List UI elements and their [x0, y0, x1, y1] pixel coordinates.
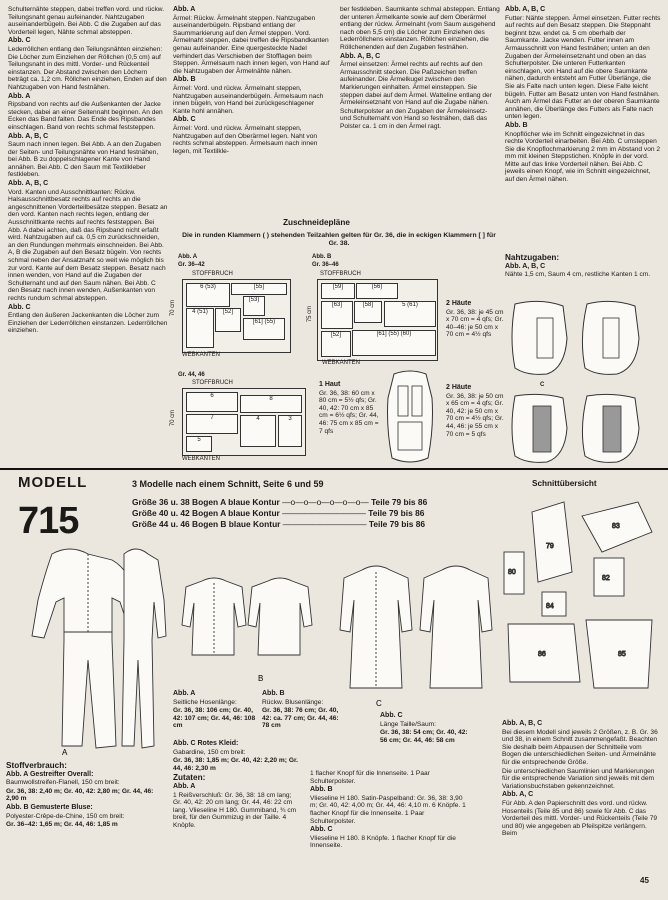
size-text: Größe 44 u. 46 Bogen B blaue Kontur — [132, 519, 281, 529]
svg-text:85: 85 — [618, 651, 626, 658]
schnitt-title: Schnittübersicht — [532, 479, 597, 488]
width-label: 75 cm — [307, 305, 314, 323]
pattern-piece: 6 — [186, 392, 238, 412]
fabric-c-and-notions — [173, 740, 299, 831]
paragraph: Gabardine, 150 cm breit: — [173, 748, 246, 756]
two-hides-figure — [507, 298, 647, 378]
webkanten-label: WEBKANTEN — [182, 352, 221, 358]
paragraph: Knopflöcher wie im Schnitt eingezeichnet in das rechte Vorderteil einarbeiten. Bei Abb. C umsteppen Sie die Knopflochmarkierung 2 mm im Abstand von 2 mm mit kleinen Steppstichen. Knöpfe in der vord. Mitte auf das linke Vorderteil nähen. Bei Abb. C jeweils einen Knopf, wie im Schnitt eingezeichnet, auf den Ärmel nähen. — [505, 130, 661, 184]
paragraph: Die unterschiedlichen Saumlinien und Markierungen für die entsprechende Variation sind jeweils mit dem Variationsbuchstaben gekennzeichnet. — [502, 767, 655, 790]
paragraph: 1 flacher Knopf für die Innenseite. 1 Paar Schulterpolster. — [310, 770, 430, 785]
paragraph: Schulternähte steppen, dabei treffen vord. und rückw. Teilungsnaht genau aufeinander. Nahtzugaben auseinanderbügeln. Bei Abb. C die Zugaben auf das Vorderteil legen, Nähte schmal absteppen. — [8, 6, 165, 36]
paragraph: Ärmel einsetzen: Ärmel rechts auf rechts auf den Armausschnitt stecken. Die Paßzeichen treffen aufeinander. Die Ärmelkugel zwischen den Markierungen einhalten. Ärmel einsteppen. Sie steppen dabei auf dem Ärmel. Watteline entlang der Ärmeleinsetznaht von Hand auf die Zugabe nähen. — [340, 61, 492, 107]
size-text: Größe 40 u. 42 Bogen A blaue Kontur — [132, 508, 280, 518]
abb-b-label: Abb. B — [312, 254, 332, 260]
size-row-1: Größe 36 u. 38 Bogen A blaue Kontur —o—o—o—o—o—o— Teile 79 bis 86 — [132, 497, 428, 507]
size-text: Größe 36 u. 38 Bogen A blaue Kontur — [132, 497, 280, 507]
section-divider — [0, 468, 668, 470]
paragraph: Vlieseline H 180. 8 Knöpfe. 1 flacher Knopf für die Innenseite. — [310, 834, 456, 850]
haeute-info — [446, 300, 506, 340]
heading: Abb. B Gemusterte Bluse: — [6, 803, 93, 811]
cutting-layout-b — [317, 279, 438, 361]
stoffbruch-label: STOFFBRUCH — [320, 271, 361, 277]
haut-sizes: Gr. 36, 38: 60 cm x 80 cm = 5½ qfs; Gr. 40, 42: 70 cm x 85 cm = 6½ qfs; Gr. 44, 46: 75 cm x 85 cm = 7 qfs — [319, 389, 379, 435]
heading: Abb. A, B, C — [340, 52, 381, 60]
column-2 — [173, 6, 333, 156]
pattern-piece: 5 — [186, 436, 212, 452]
heading: Abb. A Gestreifter Overall: — [6, 770, 94, 778]
pattern-piece: 3 — [278, 415, 302, 447]
paragraph: Polyester-Crêpe-de-Chine, 150 cm breit: — [6, 812, 125, 820]
svg-text:80: 80 — [508, 569, 516, 576]
paragraph: Ärmel: Vord. und rückw. Ärmelnaht steppen, Nahtzugaben auf den Oberärmel legen. Naht von rechts schmal absteppen. Ärmelsaum nach innen legen, mit Textilkle- — [173, 124, 318, 155]
pattern-piece: 7 — [186, 414, 238, 434]
column-1 — [8, 6, 168, 336]
haut-title: 1 Haut — [319, 381, 341, 388]
size-row-2: Größe 40 u. 42 Bogen A blaue Kontur —————————— Teile 79 bis 86 — [132, 508, 425, 518]
sizes: Gr. 36, 38: 2,40 m; Gr. 40, 42: 2,80 m; Gr. 44, 46: 2,90 m — [6, 787, 154, 803]
parts-text: Teile 79 bis 86 — [368, 519, 426, 529]
size-row-3: Größe 44 u. 46 Bogen B blaue Kontur —————————— Teile 79 bis 86 — [132, 519, 426, 529]
stoffbruch-label: STOFFBRUCH — [192, 380, 233, 386]
paragraph: Für Abb. A den Papierschnitt des vord. und rückw. Hosenteils (Teile 85 und 86) sowie für Abb. C das Vorderteil des mittl. Vorder- und Rückenteils (Teile 79 und 80) wie angegeben ab Pfeilspitze verlängern. Beim — [502, 799, 658, 838]
cutting-plan-note: Die in runden Klammern ( ) stehenden Teilzahlen gelten für Gr. 36, die in eckigen Klammern [ ] für Gr. 38. — [182, 232, 496, 247]
variation-c-label: C — [540, 382, 545, 388]
size-range-label: Gr. 36–42 — [178, 262, 205, 268]
heading: Abb. C — [380, 712, 403, 719]
paragraph: Entlang den äußeren Jackenkanten die Löcher zum Einziehen der Lederröllchen einstanzen. Lederröllchen einziehen. — [8, 312, 168, 335]
paragraph: Vlieseline H 180. Satin-Paspelband: Gr. 36, 38: 3,90 m; Gr. 40, 42: 4,00 m; Gr. 44, 46: 4,10 m. 6 Knöpfe. 1 flacher Knopf für die Innenseite. 1 Paar Schulterpolster. — [310, 794, 466, 825]
pattern-piece: (56) — [356, 283, 398, 299]
svg-text:79: 79 — [546, 543, 554, 550]
heading: Abb. A, B, C — [502, 720, 543, 727]
length-b — [262, 690, 346, 731]
page-number: 45 — [640, 876, 649, 885]
paragraph: Nähte 1,5 cm, Saum 4 cm, restliche Kanten 1 cm. — [505, 271, 651, 279]
pattern-piece: [58] — [354, 301, 382, 323]
modell-label: MODELL — [18, 474, 88, 491]
length-a — [173, 690, 259, 731]
pattern-piece: [52] — [321, 331, 351, 357]
haeute-title: 2 Häute — [446, 300, 472, 307]
heading: Abb. C — [173, 116, 196, 124]
paragraph: Ripsband von rechts auf die Außenkanten der Jacke stecken, dabei an einer Seitennaht beginnen. An den Ecken das Band falten. Das Ende des Ripsbandes einschlagen. Band von rechts schmal feststeppen. — [8, 101, 163, 131]
pattern-piece: [63] — [321, 301, 353, 329]
heading: Abb. A, B, C — [8, 180, 49, 188]
haeute2-sizes: Gr. 36, 38: je 50 cm x 65 cm = 4 qfs; Gr. 40, 42: je 50 cm x 70 cm = 4½ qfs; Gr. 44, 46: je 55 cm x 70 cm = 5 qfs — [446, 392, 504, 438]
heading: Abb. A — [173, 782, 196, 790]
pattern-piece: 8 — [240, 395, 302, 413]
size-range-label: Gr. 36–46 — [312, 262, 339, 268]
pattern-piece: 4 (51) — [186, 308, 214, 348]
sizes: Gr. 36–42: 1,65 m; Gr. 44, 46: 1,85 m — [6, 821, 118, 829]
heading: Abb. B — [310, 786, 333, 794]
svg-text:83: 83 — [612, 523, 620, 530]
pattern-piece: 6 (53) — [186, 283, 230, 307]
haeute2-title: 2 Häute — [446, 384, 472, 391]
seam-allowance-title: Nahtzugaben: — [505, 253, 560, 262]
paragraph: Futter: Nähte steppen. Ärmel einsetzen. Futter rechts auf rechts auf den Besatz steppen. Die Steppnaht beginnt bzw. endet ca. 5 cm oberhalb der Saumkante. Jacke wenden. Futter innen am Armausschnitt von Hand festnähen; unten an den Zugaben der Ärmeleinsetznaht und oben an das Schulterpolster. Die unteren Futterkanten einschlagen, von Hand auf die obere Saumkante nähen, dadurch entsteht am Futter Überlänge, die Sie als Falte nach unten legen. Diese Falte leicht bügeln. Futter am Besatz unten von Hand festnähen. Auch am Ärmel das Futter an der oberen Saumkante annähen, die Überlänge des Futters als Falte nach unten legen. — [505, 14, 661, 121]
sizes: Gr. 36, 38: 76 cm; Gr. 40, 42: ca. 77 cm; Gr. 44, 46: 78 cm — [262, 707, 339, 730]
parts-text: Teile 79 bis 86 — [368, 508, 425, 518]
sizes: Gr. 36, 38: 106 cm; Gr. 40, 42: 107 cm; Gr. 44, 46: 108 cm — [173, 707, 256, 730]
paragraph: Lederröllchen entlang den Teilungsnähten einziehen: Die Löcher zum Einziehen der Röllchen (0,5 cm) auf Teilungsnaht in des mittl. Vorder- und Rückenteil einstanzen. Der Abstand zwischen den Löchern beträgt ca. 1,2 cm. Röllchen einziehen, Enden auf den Nahtzugaben von Hand festnähen. — [8, 45, 167, 91]
cutting-layout-a-large — [182, 388, 306, 456]
seam-allowance-block — [505, 254, 661, 280]
heading: Abb. C — [8, 303, 31, 311]
heading: Abb. A, B, C — [505, 6, 546, 13]
sizes: Gr. 36, 38: 1,85 m; Gr. 40, 42: 2,20 m; Gr. 44, 46: 2,30 m — [173, 757, 298, 772]
parts-text: Teile 79 bis 86 — [371, 497, 428, 507]
model-number: 715 — [18, 500, 79, 542]
notions-b-c — [310, 770, 470, 851]
width-label: 70 cm — [170, 299, 177, 317]
pattern-piece: [61] (55) (60) — [352, 330, 436, 356]
fabric-usage-title: Stoffverbrauch: — [6, 761, 67, 770]
column-3 — [340, 6, 500, 132]
width-label: 70 cm — [170, 409, 177, 427]
paragraph: 1 Reißverschluß: Gr. 36, 38: 18 cm lang; Gr. 40, 42: 20 cm lang; Gr. 44, 46: 22 cm lang. Vlieseline H 180. Gummiband, ¾ cm breit, für den Gummizug in der Taille. 4 Knöpfe. — [173, 791, 297, 829]
abb-a-label: Abb. A — [178, 254, 198, 260]
cutting-layout-a — [182, 279, 291, 353]
heading: Abb. C — [8, 37, 31, 45]
paragraph: Länge Taille/Saum: — [380, 720, 436, 728]
webkanten-label: WEBKANTEN — [182, 456, 221, 462]
figure-label-c: C — [376, 699, 382, 708]
heading: Abb. A — [173, 6, 196, 13]
heading: Abb. A — [8, 92, 31, 100]
paragraph: ber festkleben. Saumkante schmal absteppen. Entlang der unteren Ärmelkante sowie auf dem Oberärmel entlang der rückw. Ärmelnaht (vom Saum ausgehend nach oben 5,5 cm) die Löcher zum Einziehen des Lederröllchens einstanzen. Röllchen einziehen, die Röllchenenden auf den Zugaben festnähen. — [340, 6, 500, 51]
notions-title: Zutaten: — [173, 773, 206, 783]
svg-text:82: 82 — [602, 575, 610, 582]
paragraph: Rückw. Blusenlänge: — [262, 698, 324, 706]
paragraph: Vord. Kanten und Ausschnittkanten: Rückw. Halsausschnittbesatz rechts auf rechts an die angeschnittenen Vorderteilbesätze steppen. Besatz an den vord. Kanten nach rechts legen, entlang der Ausschnittkante rechts auf rechts feststeppen. Bei Abb. A dabei achten, daß das Ripsband nicht erfaßt wird. Nahtzugaben auf ca. 0,5 cm zurückschneiden, an den Rundungen mehrmals einschneiden. Bei Abb. A, B die Zugaben auf den Besatz bügeln. Von rechts schmal neben der Ansatznaht so weit wie möglich bis zur vord. Kante auf dem Besatz steppen. Besatz nach innen wenden, von Hand auf die Zugaben der Schulternaht und auf den Saum nähen. Bei Abb. C den Besatz nach innen wenden, Außenkanten von rechts rundum schmal absteppen. — [8, 188, 168, 302]
haeute2-info — [446, 384, 506, 439]
pattern-notes — [502, 720, 660, 839]
length-c — [380, 712, 470, 745]
paragraph: Bei diesem Modell sind jeweils 2 Größen, z. B. Gr. 36 und 38, in einem Schnitt zusammengefaßt. Beachten Sie deshalb beim Abpausen der Schnitteile vom Bogen die unterschiedlichen Seiten- und Ärmelnähte für die entsprechende Größe. — [502, 728, 658, 766]
haut-info — [319, 381, 381, 436]
heading: Abb. B — [262, 690, 285, 697]
paragraph: Ärmel: Rückw. Ärmelnaht steppen. Nahtzugaben auseinanderbügeln. Ripsband entlang der Saummarkierung auf den Ärmel steppen. Vord. Ärmelnaht steppen, dabei treffen die Ripsbandkanten genau aufeinander. Eine quergesteckte Nadel verhindert das Verschieben der Stofflagen beim Steppen. Ärmelsaum nach innen legen, von Hand auf die Nahtzugaben der Ärmelnähte nähen. — [173, 14, 330, 75]
pattern-piece: 5 (61) — [384, 301, 436, 327]
fabric-usage — [6, 762, 166, 830]
webkanten-label: WEBKANTEN — [322, 360, 361, 366]
paragraph: Saum nach innen legen. Bei Abb. A an den Zugaben der Seiten- und Teilungsnähte von Hand festnähen, bei Abb. B zu doppelschlagener Kante von Hand annähen. Bei Abb. C den Saum mit Textilkleber festkleben. — [8, 141, 161, 179]
pattern-piece: 4 — [240, 415, 276, 447]
pattern-piece: [55] — [231, 283, 287, 295]
svg-text:86: 86 — [538, 651, 546, 658]
pattern-piece: [61] (55) — [243, 318, 285, 340]
pattern-piece: [52] — [215, 308, 241, 332]
dress-sketch-c — [332, 560, 502, 710]
paragraph: Baumwollstreifen-Flanell, 150 cm breit: — [6, 779, 120, 787]
pattern-overview — [502, 492, 662, 717]
figure-label-b: B — [258, 674, 264, 683]
haeute-sizes: Gr. 36, 38: je 45 cm x 70 cm = 4 qfs; Gr. 40–46: je 50 cm x 70 cm = 4½ qfs — [446, 308, 504, 339]
size-range-label: Gr. 44, 46 — [178, 372, 205, 378]
heading: Abb. B — [505, 121, 528, 129]
paragraph: Seitliche Hosenlänge: — [173, 698, 237, 706]
heading: Abb. A, C — [502, 791, 534, 799]
cutting-plan-title: Zuschneidepläne — [283, 218, 350, 227]
heading: Abb. A, B, C — [505, 262, 546, 270]
pattern-piece: (53) — [243, 296, 265, 316]
leather-hide-figure — [384, 368, 436, 468]
heading: Abb. C Rotes Kleid: — [173, 740, 239, 747]
heading: Abb. B — [173, 76, 196, 84]
column-4 — [505, 6, 661, 185]
heading: Abb. A — [173, 690, 196, 697]
paragraph: Ärmel: Vord. und rückw. Ärmelnaht steppen, Nahtzugaben auseinanderbügeln. Ärmelsaum nach innen bügeln, von Hand bei zurückgeschlagener Kante hohl annähen. — [173, 84, 324, 115]
svg-text:84: 84 — [546, 603, 554, 610]
heading: Abb. C — [310, 826, 333, 834]
sizes: Gr. 36, 38: 54 cm; Gr. 40, 42: 56 cm; Gr. 44, 46: 58 cm — [380, 729, 468, 744]
figure-label-a: A — [62, 748, 68, 757]
modell-subtitle: 3 Modelle nach einem Schnitt, Seite 6 und 59 — [132, 479, 324, 489]
heading: Abb. A, B, C — [8, 132, 49, 140]
jumpsuit-sketch-a — [12, 540, 172, 758]
paragraph: Schulterpolster an den Zugaben der Ärmeleinsetz- und Schulternaht von Hand so festnähen, daß das Polster ca. 1 cm in den Ärmel ragt. — [340, 107, 488, 130]
blouse-sketch-b — [172, 575, 322, 685]
two-hides-figure-c — [507, 392, 647, 466]
stoffbruch-label: STOFFBRUCH — [192, 271, 233, 277]
pattern-piece: [59] — [321, 283, 355, 299]
